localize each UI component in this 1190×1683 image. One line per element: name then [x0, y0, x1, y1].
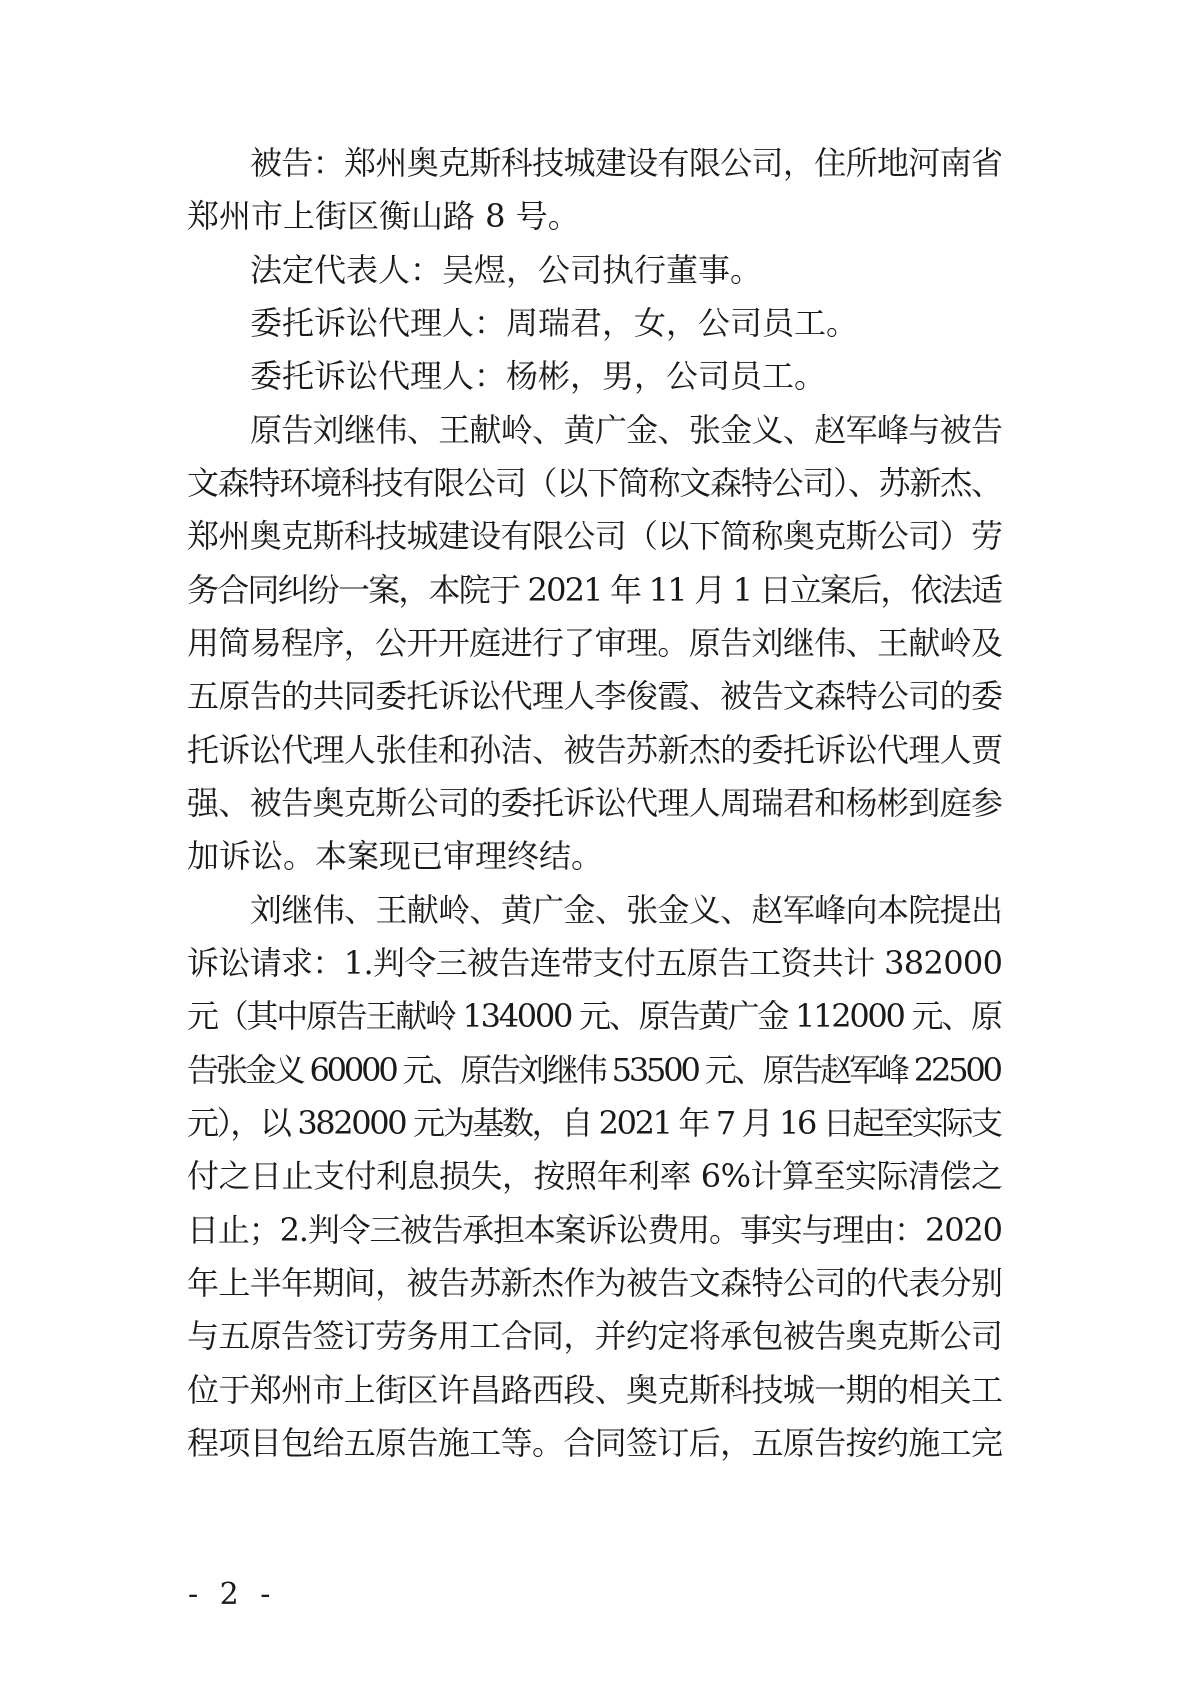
line-text: 法定代表人：吴煜，公司执行董事。 [250, 251, 763, 289]
line-text: 告张金义 60000 元、原告刘继伟 53500 元、原告赵军峰 22500 [187, 1051, 1000, 1089]
line-text: 文森特环境科技有限公司（以下简称文森特公司）、苏新杰、 [187, 464, 1002, 502]
line-text: 郑州市上街区衡山路 8 号。 [187, 197, 580, 235]
text-line [0, 560, 1190, 620]
text-line [0, 1413, 1190, 1473]
text-line [0, 133, 1190, 193]
line-text: 五原告的共同委托诉讼代理人李俊霞、被告文森特公司的委 [187, 677, 1003, 715]
line-text: 强、被告奥克斯公司的委托诉讼代理人周瑞君和杨彬到庭参 [187, 784, 1003, 822]
line-text: 郑州奥克斯科技城建设有限公司（以下简称奥克斯公司）劳 [187, 517, 1003, 555]
text-line [0, 1040, 1190, 1100]
line-text: 诉讼请求：1.判令三被告连带支付五原告工资共计 382000 [187, 944, 1003, 982]
line-text: 委托诉讼代理人：杨彬，男，公司员工。 [250, 357, 827, 395]
line-text: 程项目包给五原告施工等。合同签订后，五原告按约施工完 [187, 1424, 1003, 1462]
line-text: 原告刘继伟、王献岭、黄广金、张金义、赵军峰与被告 [250, 411, 1003, 449]
line-text: 被告：郑州奥克斯科技城建设有限公司，住所地河南省 [250, 144, 1003, 182]
text-line [0, 1200, 1190, 1260]
text-line [0, 186, 1190, 246]
text-line [0, 453, 1190, 513]
text-line [0, 720, 1190, 780]
line-text: 用简易程序，公开开庭进行了审理。原告刘继伟、王献岭及 [187, 624, 1003, 662]
text-line [0, 400, 1190, 460]
text-line [0, 933, 1190, 993]
text-line [0, 880, 1190, 940]
text-line [0, 240, 1190, 300]
text-line [0, 506, 1190, 566]
line-text: 委托诉讼代理人：周瑞君，女，公司员工。 [250, 304, 859, 342]
text-line [0, 293, 1190, 353]
line-text: 付之日止支付利息损失，按照年利率 6%计算至实际清偿之 [187, 1157, 1003, 1195]
text-line [0, 1093, 1190, 1153]
line-text: 与五原告签订劳务用工合同，并约定将承包被告奥克斯公司 [187, 1317, 1003, 1355]
text-line [0, 613, 1190, 673]
text-line [0, 1360, 1190, 1420]
line-text: 位于郑州市上街区许昌路西段、奥克斯科技城一期的相关工 [187, 1371, 1003, 1409]
text-line [0, 1253, 1190, 1313]
text-line [0, 826, 1190, 886]
text-line [0, 986, 1190, 1046]
line-text: 元），以 382000 元为基数，自 2021 年 7 月 16 日起至实际支 [187, 1104, 1001, 1142]
text-line [0, 666, 1190, 726]
line-text: 托诉讼代理人张佳和孙洁、被告苏新杰的委托诉讼代理人贾 [187, 731, 1003, 769]
line-text: 加诉讼。本案现已审理终结。 [187, 837, 604, 875]
line-text: 元（其中原告王献岭 134000 元、原告黄广金 112000 元、原 [187, 997, 1001, 1035]
page-number: - 2 - [188, 1577, 277, 1612]
line-text: 日止；2.判令三被告承担本案诉讼费用。事实与理由：2020 [187, 1211, 1002, 1249]
line-text: 刘继伟、王献岭、黄广金、张金义、赵军峰向本院提出 [250, 891, 1003, 929]
text-line [0, 1306, 1190, 1366]
line-text: 年上半年期间，被告苏新杰作为被告文森特公司的代表分别 [187, 1264, 1003, 1302]
text-line [0, 773, 1190, 833]
line-text: 务合同纠纷一案，本院于 2021 年 11 月 1 日立案后，依法适 [187, 571, 1002, 609]
text-line [0, 1146, 1190, 1206]
text-line [0, 346, 1190, 406]
